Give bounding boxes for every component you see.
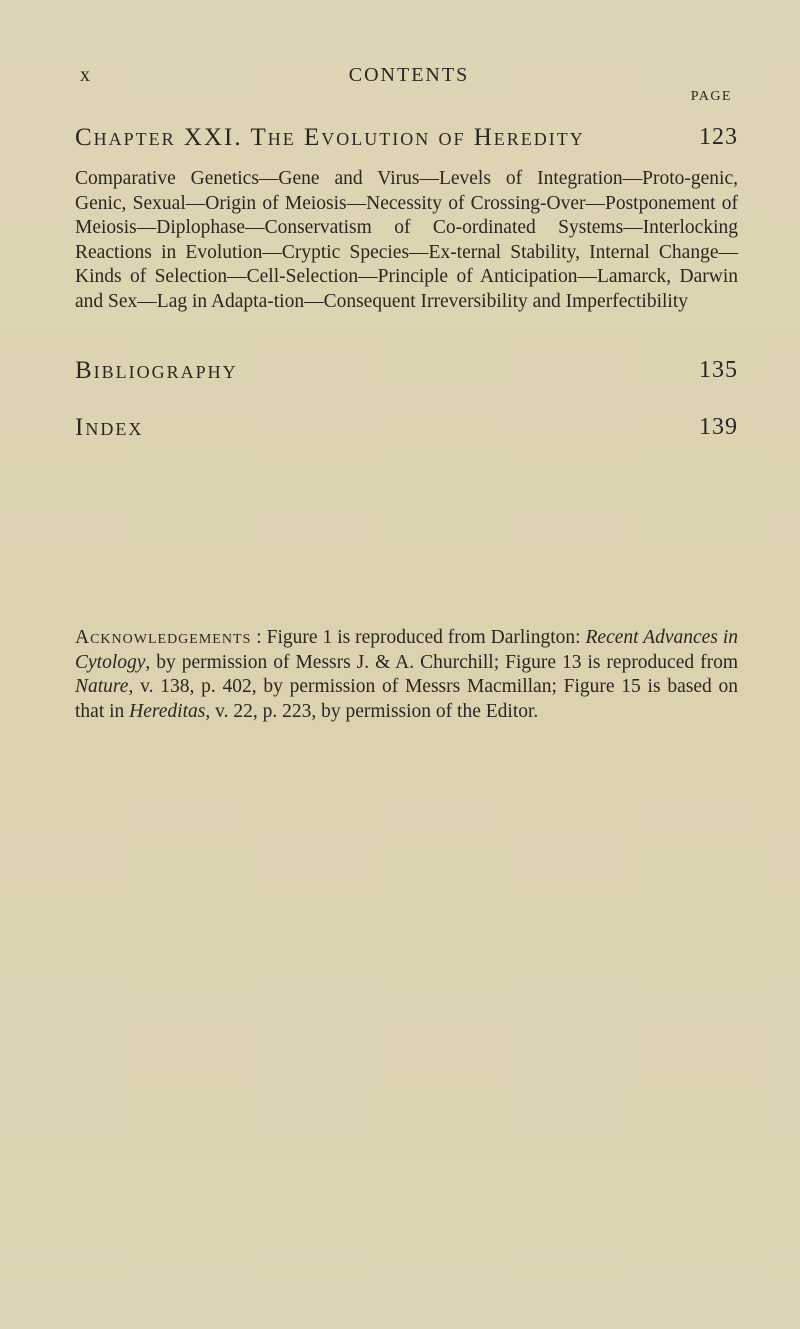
bibliography-heading xyxy=(75,357,738,387)
bibliography-title: Bibliography xyxy=(75,357,238,384)
index-title: Index xyxy=(75,414,144,441)
journal-title-nature: Nature xyxy=(75,676,129,697)
book-title-recent-advances: Recent Advances in Cytology xyxy=(75,627,738,673)
acknowledgements-text-4: , v. 22, p. 223, by permission of the Editor. xyxy=(205,700,539,722)
chapter-page-number: 123 xyxy=(699,124,738,150)
page-column-label: PAGE xyxy=(690,89,732,104)
acknowledgements-paragraph xyxy=(75,626,738,724)
toc-entry-chapter-21 xyxy=(75,124,738,154)
index-heading xyxy=(75,414,738,444)
acknowledgements-lead: Acknowledgements xyxy=(75,627,252,648)
acknowledgements-text-3: , v. 138, p. 402, by permission of Messrs Macmillan; Figure 15 is based on that in xyxy=(75,676,738,722)
running-title: CONTENTS xyxy=(348,64,470,86)
bibliography-page-number: 135 xyxy=(699,357,738,383)
toc-entry-bibliography xyxy=(75,357,738,387)
journal-title-hereditas: Hereditas xyxy=(129,700,206,722)
chapter-title: The Evolution of Heredity xyxy=(250,124,585,151)
acknowledgements-colon: : xyxy=(251,627,267,648)
acknowledgements-text-2: , by permission of Messrs J. & A. Churchill; Figure 13 is reproduced from xyxy=(145,651,738,673)
chapter-heading-text xyxy=(75,124,585,152)
running-head xyxy=(80,64,738,94)
chapter-label: Chapter XXI. xyxy=(75,124,243,151)
index-page-number: 139 xyxy=(699,414,738,440)
acknowledgements-text-1: Figure 1 is reproduced from Darlington: xyxy=(266,627,586,648)
folio-number: x xyxy=(80,64,92,86)
chapter-synopsis: Comparative Genetics—Gene and Virus—Levels of Integration—Proto-genic, Genic, Sexual—Origin of Meiosis—Necessity of Crossing-Over—Postponement of Meiosis—Diplophase—Conservatism of Co-ordinated Systems—Interlocking Reactions in Evolution—Cryptic Species—Ex-ternal Stability, Internal Change—Kinds of Selection—Cell-Selection—Principle of Anticipation—Lamarck, Darwin and Sex—Lag in Adapta-tion—Consequent Irreversibility and Imperfectibility xyxy=(75,168,738,312)
toc-entry-index xyxy=(75,414,738,444)
chapter-heading xyxy=(75,124,738,154)
